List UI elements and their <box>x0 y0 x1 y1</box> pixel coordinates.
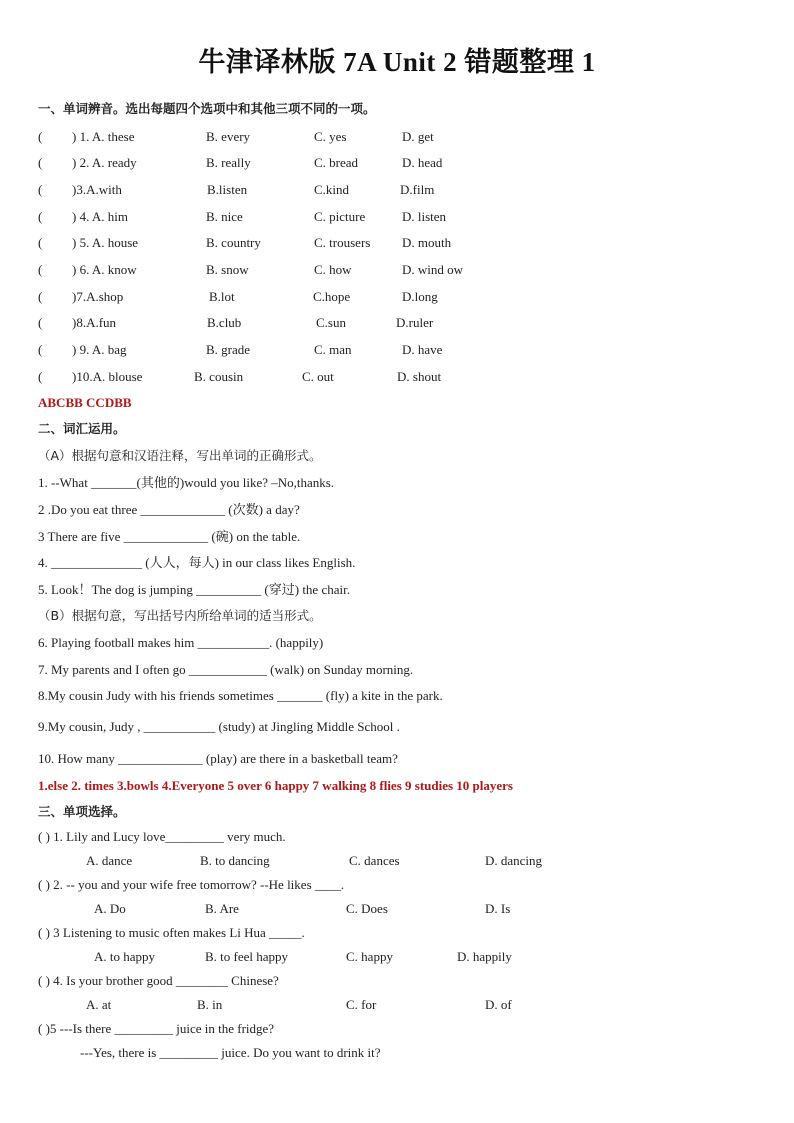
phonics-row-1-option-b: B. every <box>206 129 251 144</box>
phonics-row-4-option-c: C. picture <box>314 209 366 224</box>
phonics-row-7-option-d: D.long <box>402 289 438 304</box>
vocab-question-6: 6. Playing football makes him ___________. (happily) <box>38 635 324 650</box>
mc-question-1-option-d: D. dancing <box>485 853 543 868</box>
phonics-row-7-paren: ( <box>38 289 43 304</box>
mc-question-4: ( ) 4. Is your brother good ________ Chinese? <box>38 973 279 988</box>
phonics-row-10-paren: ( <box>38 369 43 384</box>
phonics-row-10-option-d: D. shout <box>397 369 442 384</box>
phonics-row-6-option-b: B. snow <box>206 262 249 277</box>
phonics-row-6-option-d: D. wind ow <box>402 262 464 277</box>
vocab-question-10: 10. How many _____________ (play) are there in a basketball team? <box>38 751 398 766</box>
phonics-row-9-option-a: ) 9. A. bag <box>72 342 127 357</box>
phonics-row-9-option-b: B. grade <box>206 342 251 357</box>
phonics-row-8-option-d: D.ruler <box>396 315 434 330</box>
vocab-question-2: 2 .Do you eat three _____________ (次数) a day? <box>38 502 300 517</box>
mc-question-4-option-d: D. of <box>485 997 512 1012</box>
mc-question-3-option-a: A. to happy <box>94 949 156 964</box>
phonics-row-2-option-b: B. really <box>206 155 251 170</box>
section2-subB: （B）根据句意，写出括号内所给单词的适当形式。 <box>38 608 322 623</box>
section3-heading: 三、单项选择。 <box>38 804 126 819</box>
mc-question-3: ( ) 3 Listening to music often makes Li Hua _____. <box>38 925 305 940</box>
section2-subA: （A）根据句意和汉语注释，写出单词的正确形式。 <box>38 448 322 463</box>
phonics-row-3-option-c: C.kind <box>314 182 350 197</box>
phonics-row-8-option-c: C.sun <box>316 315 346 330</box>
phonics-row-3-option-b: B.listen <box>207 182 248 197</box>
phonics-row-1-option-d: D. get <box>402 129 434 144</box>
phonics-row-4-paren: ( <box>38 209 43 224</box>
phonics-row-2-option-c: C. bread <box>314 155 359 170</box>
phonics-row-6-paren: ( <box>38 262 43 277</box>
phonics-row-3-option-a: )3.A.with <box>72 182 122 197</box>
phonics-row-1-option-c: C. yes <box>314 129 347 144</box>
mc-question-4-option-b: B. in <box>197 997 223 1012</box>
phonics-row-5-option-c: C. trousers <box>314 235 371 250</box>
mc-question-5a: ( )5 ---Is there _________ juice in the fridge? <box>38 1021 275 1036</box>
mc-question-1-option-a: A. dance <box>86 853 133 868</box>
phonics-row-4-option-d: D. listen <box>402 209 447 224</box>
phonics-row-4-option-a: ) 4. A. him <box>72 209 128 224</box>
phonics-row-10-option-a: )10.A. blouse <box>72 369 143 384</box>
phonics-row-1-option-a: ) 1. A. these <box>72 129 135 144</box>
phonics-row-6-option-c: C. how <box>314 262 352 277</box>
phonics-row-2-option-d: D. head <box>402 155 443 170</box>
mc-question-2-option-b: B. Are <box>205 901 239 916</box>
section1-heading: 一、单词辨音。选出每题四个选项中和其他三项不同的一项。 <box>38 101 376 116</box>
mc-question-5b: ---Yes, there is _________ juice. Do you want to drink it? <box>80 1045 381 1060</box>
vocab-question-3: 3 There are five _____________ (碗) on the table. <box>38 529 301 544</box>
mc-question-3-option-b: B. to feel happy <box>205 949 289 964</box>
mc-question-1-option-b: B. to dancing <box>200 853 270 868</box>
phonics-row-9-paren: ( <box>38 342 43 357</box>
mc-question-1: ( ) 1. Lily and Lucy love_________ very much. <box>38 829 286 844</box>
section2-answer: 1.else 2. times 3.bowls 4.Everyone 5 over 6 happy 7 walking 8 flies 9 studies 10 players <box>38 778 513 793</box>
phonics-row-9-option-c: C. man <box>314 342 352 357</box>
phonics-row-6-option-a: ) 6. A. know <box>72 262 137 277</box>
vocab-question-4: 4. ______________ (人人，每人) in our class likes English. <box>38 555 356 570</box>
phonics-row-3-option-d: D.film <box>400 182 435 197</box>
phonics-row-5-paren: ( <box>38 235 43 250</box>
phonics-row-9-option-d: D. have <box>402 342 443 357</box>
phonics-row-10-option-c: C. out <box>302 369 334 384</box>
phonics-row-7-option-b: B.lot <box>209 289 235 304</box>
phonics-row-8-option-a: )8.A.fun <box>72 315 117 330</box>
mc-question-2-option-c: C. Does <box>346 901 388 916</box>
mc-question-3-option-d: D. happily <box>457 949 512 964</box>
phonics-row-2-paren: ( <box>38 155 43 170</box>
vocab-question-5: 5. Look！The dog is jumping __________ (穿过) the chair. <box>38 582 350 597</box>
mc-question-2: ( ) 2. -- you and your wife free tomorrow? --He likes ____. <box>38 877 345 892</box>
mc-question-2-option-d: D. Is <box>485 901 511 916</box>
phonics-row-8-paren: ( <box>38 315 43 330</box>
section1-answer: ABCBB CCDBB <box>38 395 132 410</box>
phonics-row-5-option-d: D. mouth <box>402 235 452 250</box>
mc-question-2-option-a: A. Do <box>94 901 126 916</box>
phonics-row-8-option-b: B.club <box>207 315 242 330</box>
vocab-question-8: 8.My cousin Judy with his friends sometimes _______ (fly) a kite in the park. <box>38 688 443 703</box>
phonics-row-5-option-a: ) 5. A. house <box>72 235 139 250</box>
phonics-row-3-paren: ( <box>38 182 43 197</box>
vocab-question-9: 9.My cousin, Judy , ___________ (study) at Jingling Middle School . <box>38 719 400 734</box>
phonics-row-2-option-a: ) 2. A. ready <box>72 155 137 170</box>
mc-question-4-option-a: A. at <box>86 997 112 1012</box>
mc-question-3-option-c: C. happy <box>346 949 393 964</box>
phonics-row-1-paren: ( <box>38 129 43 144</box>
vocab-question-7: 7. My parents and I often go ____________ (walk) on Sunday morning. <box>38 662 414 677</box>
section2-heading: 二、词汇运用。 <box>38 421 126 436</box>
mc-question-4-option-c: C. for <box>346 997 377 1012</box>
phonics-row-7-option-c: C.hope <box>313 289 351 304</box>
vocab-question-1: 1. --What _______(其他的)would you like? –No,thanks. <box>38 475 335 490</box>
phonics-row-4-option-b: B. nice <box>206 209 243 224</box>
phonics-row-10-option-b: B. cousin <box>194 369 244 384</box>
page-title: 牛津译林版 7A Unit 2 错题整理 1 <box>198 47 596 77</box>
mc-question-1-option-c: C. dances <box>349 853 400 868</box>
phonics-row-5-option-b: B. country <box>206 235 261 250</box>
phonics-row-7-option-a: )7.A.shop <box>72 289 124 304</box>
